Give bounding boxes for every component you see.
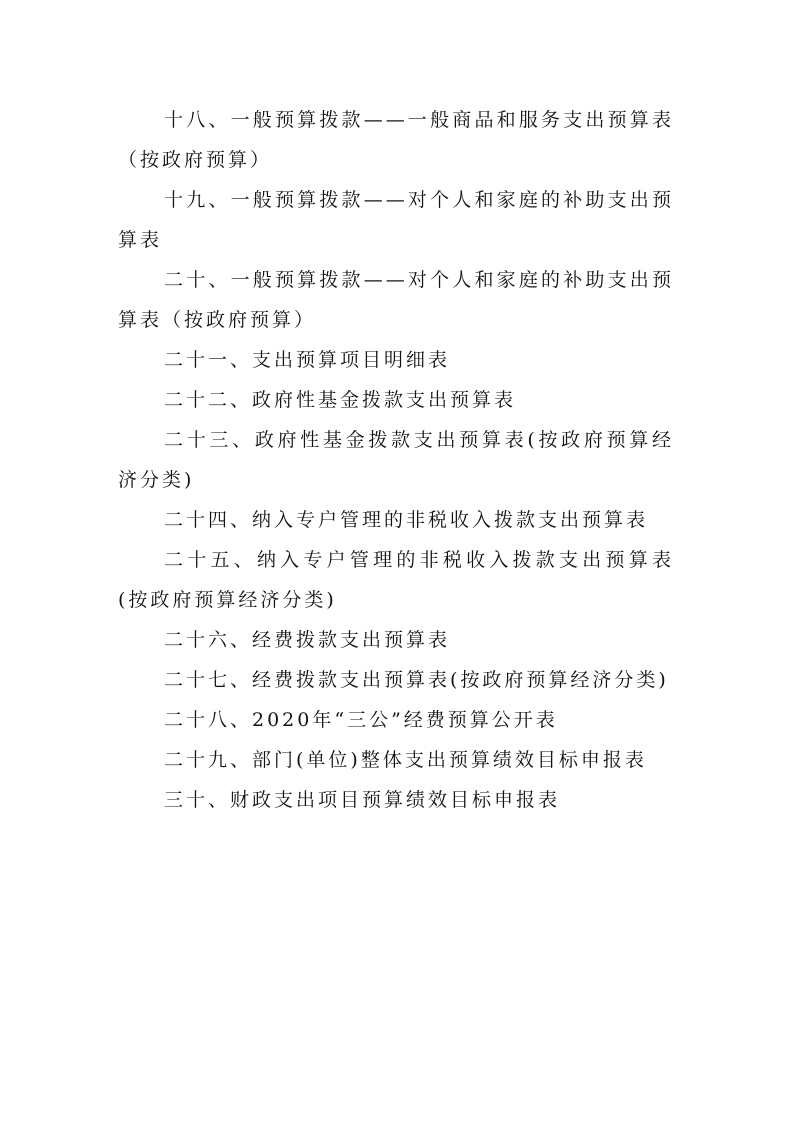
list-item: 二十八、2020年“三公”经费预算公开表 (164, 709, 558, 731)
list-item: 二十二、政府性基金拨款支出预算表 (164, 389, 517, 411)
list-item: 二十五、纳入专户管理的非税收入拨款支出预算表(按政府预算经济分类) (118, 549, 674, 611)
list-item: 二十九、部门(单位)整体支出预算绩效目标申报表 (164, 749, 647, 771)
list-item: 二十六、经费拨款支出预算表 (164, 629, 451, 651)
list-item: 二十、一般预算拨款——对个人和家庭的补助支出预算表（按政府预算） (118, 269, 674, 331)
list-item: 十八、一般预算拨款——一般商品和服务支出预算表（按政府预算） (118, 109, 674, 171)
list-item: 二十一、支出预算项目明细表 (164, 349, 451, 371)
list-item: 三十、财政支出项目预算绩效目标申报表 (164, 789, 561, 811)
table-of-contents-list (118, 100, 674, 820)
list-item: 十九、一般预算拨款——对个人和家庭的补助支出预算表 (118, 189, 674, 251)
list-item: 二十七、经费拨款支出预算表(按政府预算经济分类) (164, 669, 669, 691)
list-item: 二十三、政府性基金拨款支出预算表(按政府预算经济分类) (118, 429, 674, 491)
list-item: 二十四、纳入专户管理的非税收入拨款支出预算表 (164, 509, 649, 531)
